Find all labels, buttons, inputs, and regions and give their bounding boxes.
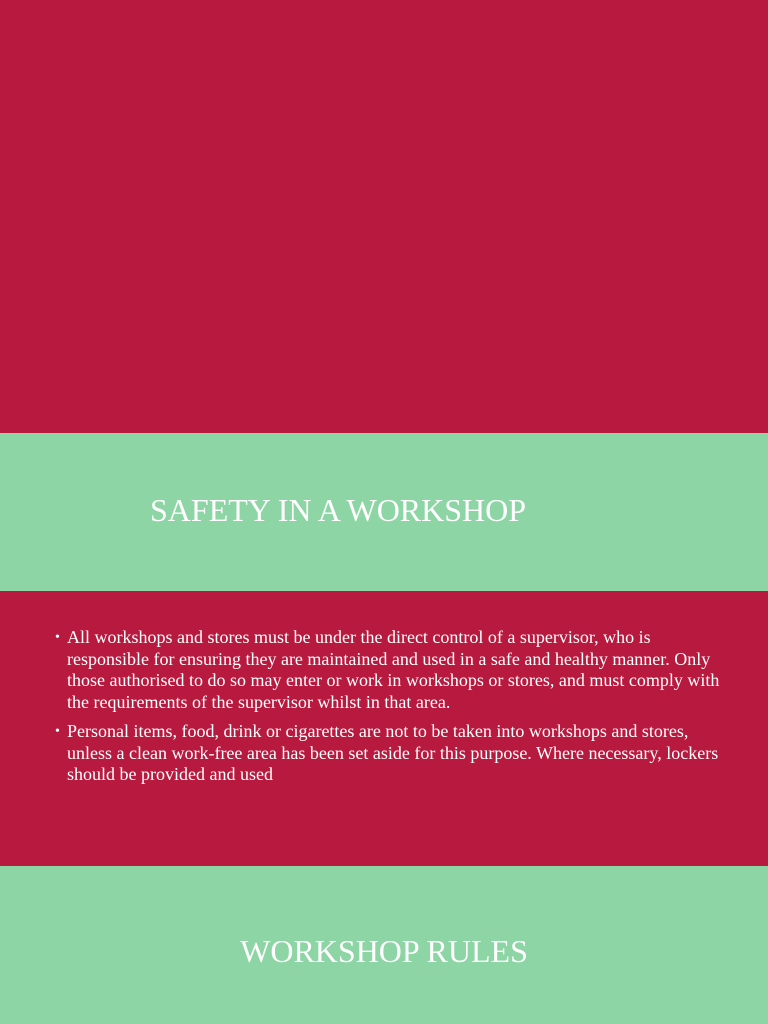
safety-heading: SAFETY IN A WORKSHOP — [150, 492, 527, 528]
bullet-item — [55, 721, 735, 786]
bullet-text: All workshops and stores must be under the direct control of a supervisor, who is responsible for ensuring they are maintained and used in a safe and healthy manner. Only those authorised to do so may enter or work in workshops or stores, and must comply with the requirements of the supervisor whilst in that area. — [67, 627, 720, 712]
rules-heading: WORKSHOP RULES — [240, 933, 528, 969]
bullet-list — [55, 627, 735, 794]
bullet-dot-icon: • — [55, 724, 60, 739]
bullet-text: Personal items, food, drink or cigarettes are not to be taken into workshops and stores, unless a clean work-free area has been set aside for this purpose. Where necessary, lockers should be provided and used — [67, 721, 719, 784]
bullet-item — [55, 627, 735, 713]
bullet-dot-icon: • — [55, 630, 60, 645]
